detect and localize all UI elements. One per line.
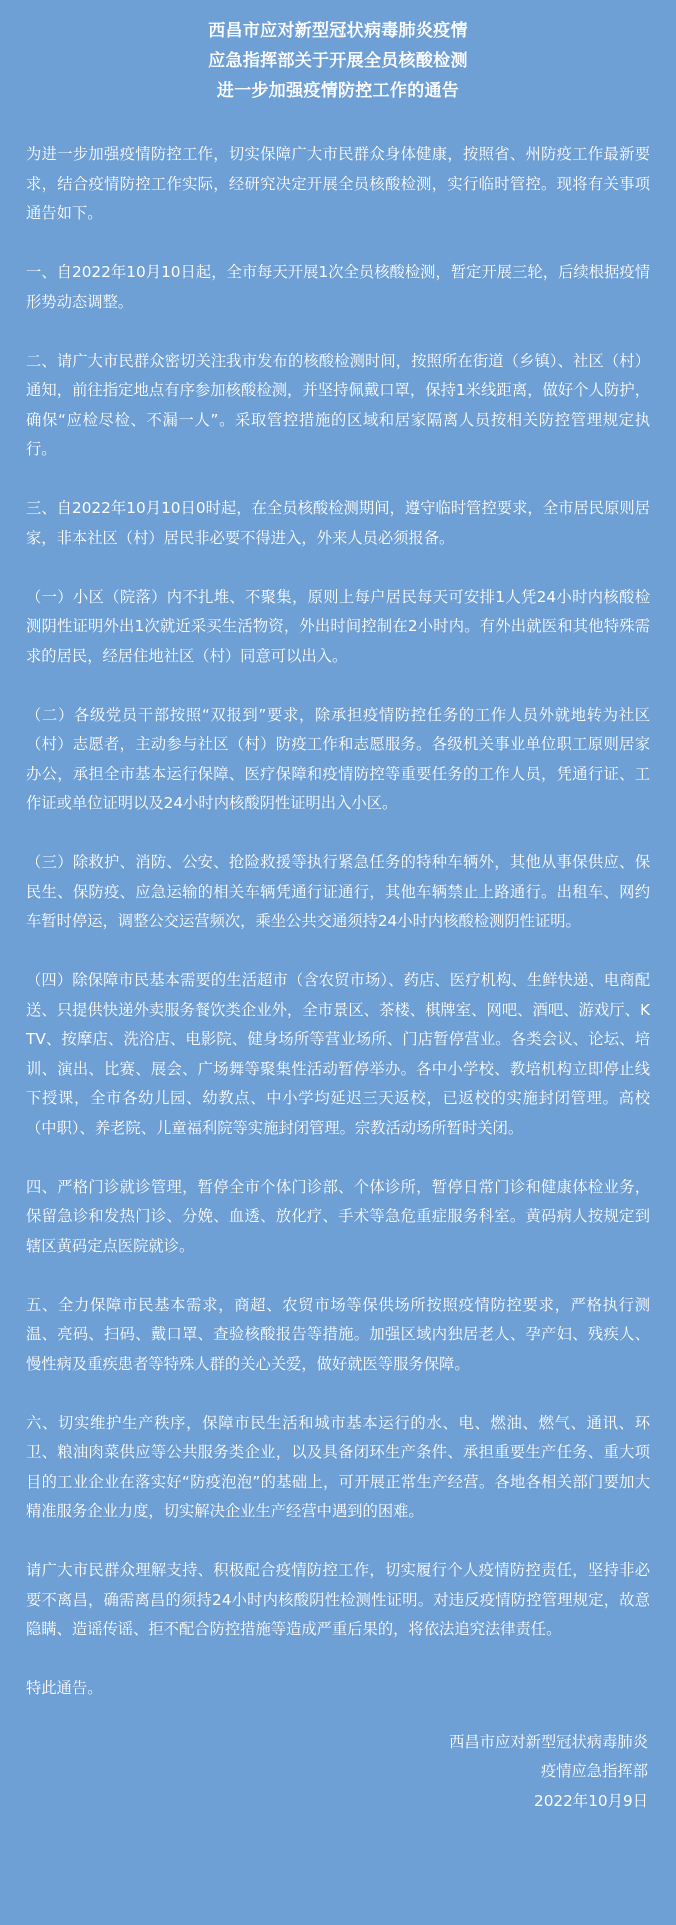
section-3-1-paragraph: （一）小区（院落）内不扎堆、不聚集，原则上每户居民每天可安排1人凭24小时内核酸检测阴性证明外出1次就近采买生活物资，外出时间控制在2小时内。有外出就医和其他特殊需求的居民，经居住地社区（村）同意可以出入。 [26,587,650,665]
signature-date: 2022年10月9日 [533,1791,648,1810]
title-line-1: 西昌市应对新型冠状病毒肺炎疫情 [208,21,468,41]
intro-paragraph: 为进一步加强疫情防控工作，切实保障广大市民群众身体健康，按照省、州防疫工作最新要求，结合疫情防控工作实际，经研究决定开展全员核酸检测，实行临时管控。现将有关事项通告如下。 [26,145,650,222]
section-3-2-paragraph: （二）各级党员干部按照“双报到”要求，除承担疫情防控任务的工作人员外就地转为社区（村）志愿者，主动参与社区（村）防疫工作和志愿服务。各级机关事业单位职工原则居家办公，承担全市基本运行保障、医疗保障和疫情防控等重要任务的工作人员，凭通行证、工作证或单位证明以及24小时内核酸阴性证明出入小区。 [26,705,650,812]
section-4-paragraph: 四、严格门诊就诊管理，暂停全市个体门诊部、个体诊所，暂停日常门诊和健康体检业务，保留急诊和发热门诊、分娩、血透、放化疗、手术等急危重症服务科室。黄码病人按规定到辖区黄码定点医院就诊。 [26,1177,650,1255]
signature-org-line-2: 疫情应急指挥部 [540,1762,648,1780]
section-3-4-paragraph: （四）除保障市民基本需要的生活超市（含农贸市场）、药店、医疗机构、生鲜快递、电商配送、只提供快递外卖服务餐饮类企业外，全市景区、茶楼、棋牌室、网吧、酒吧、游戏厅、KTV、按摩店、洗浴店、电影院、健身场所等营业场所、门店暂停营业。各类会议、论坛、培训、演出、比赛、展会、广场舞等聚集性活动暂停举办。各中小学校、教培机构立即停止线下授课，全市各幼儿园、幼教点、中小学均延迟三天返校，已返校的实施封闭管理。高校（中职）、养老院、儿童福利院等实施封闭管理。宗教活动场所暂时关闭。 [26,971,650,1137]
notice-title [26,16,650,106]
section-3-3-paragraph: （三）除救护、消防、公安、抢险救援等执行紧急任务的特种车辆外，其他从事保供应、保民生、保防疫、应急运输的相关车辆凭通行证通行，其他车辆禁止上路通行。出租车、网约车暂时停运，调整公交运营频次，乘坐公共交通须持24小时内核酸检测阴性证明。 [26,853,650,930]
title-line-3: 进一步加强疫情防控工作的通告 [216,81,460,101]
title-line-2: 应急指挥部关于开展全员核酸检测 [208,51,468,71]
closing-text: 特此通告。 [26,1679,103,1697]
section-3-paragraph: 三、自2022年10月10日0时起，在全员核酸检测期间，遵守临时管控要求，全市居民原则居家，非本社区（村）居民非必要不得进入，外来人员必须报备。 [26,499,650,547]
notice-body [26,140,650,1704]
section-1-paragraph: 一、自2022年10月10日起，全市每天开展1次全员核酸检测，暂定开展三轮，后续根据疫情形势动态调整。 [26,263,650,311]
appeal-paragraph: 请广大市民群众理解支持、积极配合疫情防控工作，切实履行个人疫情防控责任，坚持非必要不离昌，确需离昌的须持24小时内核酸阴性检测性证明。对违反疫情防控管理规定，故意隐瞒、造谣传谣、拒不配合防控措施等造成严重后果的，将依法追究法律责任。 [26,1561,650,1638]
signature-block [26,1728,650,1817]
section-6-paragraph: 六、切实维护生产秩序，保障市民生活和城市基本运行的水、电、燃油、燃气、通讯、环卫、粮油肉菜供应等公共服务类企业，以及具备闭环生产条件、承担重要生产任务、重大项目的工业企业在落实好“防疫泡泡”的基础上，可开展正常生产经营。各地各相关部门要加大精准服务企业力度，切实解决企业生产经营中遇到的困难。 [26,1413,650,1520]
signature-org-line-1: 西昌市应对新型冠状病毒肺炎 [449,1732,648,1751]
section-5-paragraph: 五、全力保障市民基本需求，商超、农贸市场等保供场所按照疫情防控要求，严格执行测温、亮码、扫码、戴口罩、查验核酸报告等措施。加强区域内独居老人、孕产妇、残疾人、慢性病及重疾患者等特殊人群的关心关爱，做好就医等服务保障。 [26,1295,650,1373]
section-2-paragraph: 二、请广大市民群众密切关注我市发布的核酸检测时间，按照所在街道（乡镇）、社区（村）通知，前往指定地点有序参加核酸检测，并坚持佩戴口罩，保持1米线距离，做好个人防护，确保“应检尽检、不漏一人”。采取管控措施的区域和居家隔离人员按相关防控管理规定执行。 [26,351,650,458]
